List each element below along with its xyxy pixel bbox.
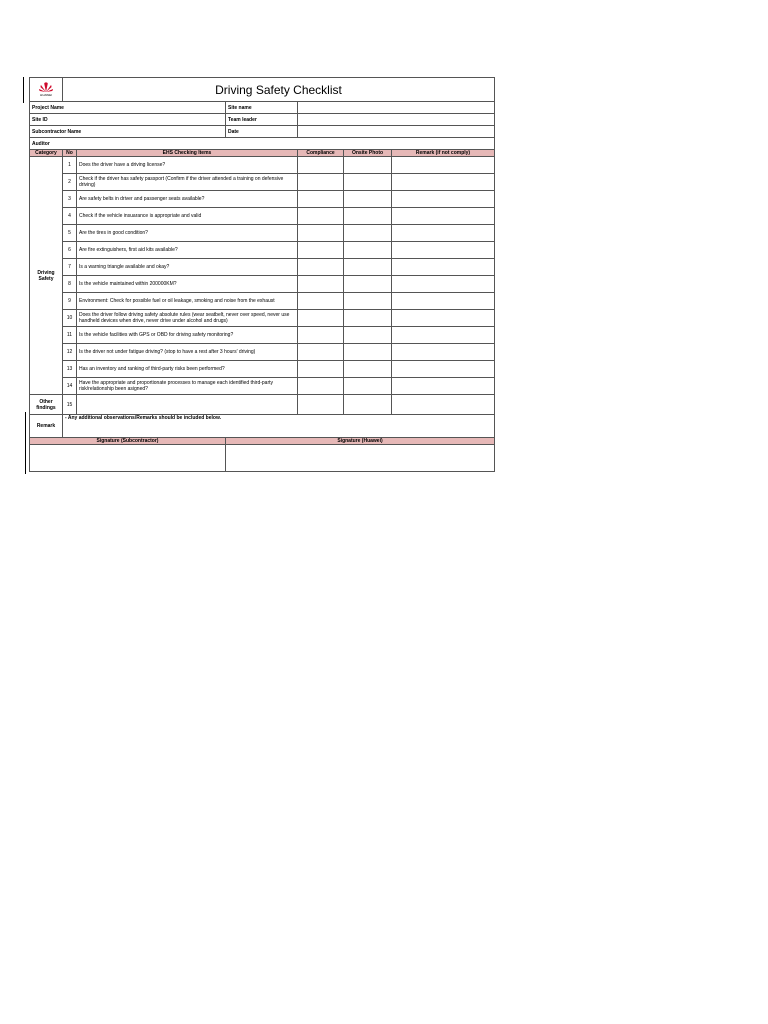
other-findings-photo[interactable] bbox=[344, 395, 392, 415]
checklist-item-row bbox=[30, 225, 495, 242]
site-name-label: Site name bbox=[226, 102, 298, 114]
page-title: Driving Safety Checklist bbox=[63, 78, 495, 102]
item-no: 1 bbox=[63, 157, 77, 174]
col-remark: Remark (if not comply) bbox=[392, 150, 495, 157]
item-photo-cell[interactable] bbox=[344, 242, 392, 259]
item-photo-cell[interactable] bbox=[344, 361, 392, 378]
item-photo-cell[interactable] bbox=[344, 174, 392, 191]
checklist-item-row bbox=[30, 208, 495, 225]
checklist-item-row bbox=[30, 191, 495, 208]
item-no: 6 bbox=[63, 242, 77, 259]
other-findings-remark[interactable] bbox=[392, 395, 495, 415]
item-photo-cell[interactable] bbox=[344, 293, 392, 310]
remark-label: Remark bbox=[30, 415, 63, 438]
item-no: 9 bbox=[63, 293, 77, 310]
item-photo-cell[interactable] bbox=[344, 191, 392, 208]
item-remark-cell[interactable] bbox=[392, 174, 495, 191]
item-compliance-cell[interactable] bbox=[298, 225, 344, 242]
item-remark-cell[interactable] bbox=[392, 225, 495, 242]
huawei-logo-icon bbox=[36, 81, 56, 97]
checklist-item-row bbox=[30, 174, 495, 191]
item-compliance-cell[interactable] bbox=[298, 344, 344, 361]
col-photo: Onsite Photo bbox=[344, 150, 392, 157]
item-compliance-cell[interactable] bbox=[298, 361, 344, 378]
item-photo-cell[interactable] bbox=[344, 310, 392, 327]
other-findings-no: 15 bbox=[63, 395, 77, 415]
col-compliance: Compliance bbox=[298, 150, 344, 157]
item-compliance-cell[interactable] bbox=[298, 191, 344, 208]
remark-row bbox=[30, 415, 495, 438]
checklist-item-row bbox=[30, 293, 495, 310]
project-name-label: Project Name bbox=[30, 102, 226, 114]
item-remark-cell[interactable] bbox=[392, 361, 495, 378]
item-compliance-cell[interactable] bbox=[298, 378, 344, 395]
signature-huawei-label: Signature (Huawei) bbox=[226, 438, 495, 445]
item-no: 14 bbox=[63, 378, 77, 395]
item-rows bbox=[30, 157, 495, 395]
item-no: 3 bbox=[63, 191, 77, 208]
checklist-item-row bbox=[30, 310, 495, 327]
signature-header-row bbox=[30, 438, 495, 445]
signature-subcontractor-label: Signature (Subcontractor) bbox=[30, 438, 226, 445]
item-remark-cell[interactable] bbox=[392, 327, 495, 344]
item-remark-cell[interactable] bbox=[392, 276, 495, 293]
site-id-label: Site ID bbox=[30, 114, 226, 126]
item-remark-cell[interactable] bbox=[392, 242, 495, 259]
logo-cell bbox=[30, 78, 63, 102]
item-no: 11 bbox=[63, 327, 77, 344]
item-photo-cell[interactable] bbox=[344, 344, 392, 361]
subcontractor-name-label: Subcontractor Name bbox=[30, 126, 226, 138]
checklist-table bbox=[29, 77, 495, 472]
item-remark-cell[interactable] bbox=[392, 259, 495, 276]
item-text: Are fire extinguishers, first aid kits available? bbox=[77, 242, 298, 259]
item-compliance-cell[interactable] bbox=[298, 327, 344, 344]
item-compliance-cell[interactable] bbox=[298, 293, 344, 310]
item-photo-cell[interactable] bbox=[344, 378, 392, 395]
item-no: 12 bbox=[63, 344, 77, 361]
item-photo-cell[interactable] bbox=[344, 327, 392, 344]
date-label: Date bbox=[226, 126, 298, 138]
item-text: Does the driver have a driving license? bbox=[77, 157, 298, 174]
item-text: Are safety belts in driver and passenger seats available? bbox=[77, 191, 298, 208]
checklist-item-row bbox=[30, 344, 495, 361]
item-remark-cell[interactable] bbox=[392, 191, 495, 208]
column-header-row bbox=[30, 150, 495, 157]
checklist-item-row bbox=[30, 276, 495, 293]
info-row-project bbox=[30, 102, 495, 114]
item-compliance-cell[interactable] bbox=[298, 174, 344, 191]
other-findings-row bbox=[30, 395, 495, 415]
item-no: 8 bbox=[63, 276, 77, 293]
other-findings-compliance[interactable] bbox=[298, 395, 344, 415]
other-findings-text[interactable] bbox=[77, 395, 298, 415]
info-row-subcontractor bbox=[30, 126, 495, 138]
team-leader-field[interactable] bbox=[298, 114, 495, 126]
info-row-auditor bbox=[30, 138, 495, 150]
item-text: Is the vehicle facilities with GPS or OBD for driving safety monitoring? bbox=[77, 327, 298, 344]
item-no: 5 bbox=[63, 225, 77, 242]
item-remark-cell[interactable] bbox=[392, 293, 495, 310]
signature-subcontractor-box[interactable] bbox=[30, 445, 226, 472]
item-photo-cell[interactable] bbox=[344, 208, 392, 225]
signature-huawei-box[interactable] bbox=[226, 445, 495, 472]
other-findings-label: Other findings bbox=[30, 395, 63, 415]
item-compliance-cell[interactable] bbox=[298, 259, 344, 276]
checklist-item-row bbox=[30, 378, 495, 395]
checklist-item-row bbox=[30, 327, 495, 344]
col-items: EHS Checking Items bbox=[77, 150, 298, 157]
item-text: Does the driver follow driving safety absolute rules (wear seatbelt, never over speed, never use handheld devices when drive, never drive under alcohol and drugs) bbox=[77, 310, 298, 327]
item-photo-cell[interactable] bbox=[344, 276, 392, 293]
item-text: Is a warning triangle available and okay? bbox=[77, 259, 298, 276]
item-text: Has an inventory and ranking of third-party risks been performed? bbox=[77, 361, 298, 378]
item-remark-cell[interactable] bbox=[392, 344, 495, 361]
checklist-item-row bbox=[30, 242, 495, 259]
item-compliance-cell[interactable] bbox=[298, 208, 344, 225]
category-driving-safety: Driving Safety bbox=[30, 157, 63, 395]
item-compliance-cell[interactable] bbox=[298, 310, 344, 327]
item-no: 13 bbox=[63, 361, 77, 378]
item-compliance-cell[interactable] bbox=[298, 276, 344, 293]
checklist-item-row bbox=[30, 157, 495, 174]
item-no: 10 bbox=[63, 310, 77, 327]
col-category: Category bbox=[30, 150, 63, 157]
checklist-item-row bbox=[30, 361, 495, 378]
item-no: 4 bbox=[63, 208, 77, 225]
item-no: 2 bbox=[63, 174, 77, 191]
remark-text[interactable]: - Any additional observations/Remarks should be included below. bbox=[63, 415, 495, 438]
team-leader-label: Team leader bbox=[226, 114, 298, 126]
item-text: Is the driver not under fatigue driving? (stop to have a rest after 3 hours' driving) bbox=[77, 344, 298, 361]
site-name-field[interactable] bbox=[298, 102, 495, 114]
item-text: Check if the driver has safety passport (Confirm if the driver attended a training on defensive driving) bbox=[77, 174, 298, 191]
item-photo-cell[interactable] bbox=[344, 259, 392, 276]
item-no: 7 bbox=[63, 259, 77, 276]
item-compliance-cell[interactable] bbox=[298, 242, 344, 259]
svg-text:HUAWEI: HUAWEI bbox=[40, 92, 52, 97]
item-photo-cell[interactable] bbox=[344, 225, 392, 242]
sheet-left-rule bbox=[23, 77, 24, 103]
title-row bbox=[30, 78, 495, 102]
sheet-left-rule-lower bbox=[25, 412, 26, 474]
col-no: No bbox=[63, 150, 77, 157]
item-remark-cell[interactable] bbox=[392, 378, 495, 395]
item-text: Is the vehicle maintained within 200000KM? bbox=[77, 276, 298, 293]
item-remark-cell[interactable] bbox=[392, 157, 495, 174]
item-text: Are the tires in good condition? bbox=[77, 225, 298, 242]
item-compliance-cell[interactable] bbox=[298, 157, 344, 174]
checklist-item-row bbox=[30, 259, 495, 276]
item-text: Environment: Check for possible fuel or oil leakage, smoking and noise from the exhaust bbox=[77, 293, 298, 310]
item-photo-cell[interactable] bbox=[344, 157, 392, 174]
item-remark-cell[interactable] bbox=[392, 310, 495, 327]
item-text: Have the appropriate and proportionate processes to manage each identified third-party risk/relationship been asigned? bbox=[77, 378, 298, 395]
item-text: Check if the vehicle insuarance is appropriate and valid bbox=[77, 208, 298, 225]
auditor-label: Auditor bbox=[30, 138, 495, 150]
item-remark-cell[interactable] bbox=[392, 208, 495, 225]
info-row-site bbox=[30, 114, 495, 126]
checklist-sheet bbox=[29, 77, 494, 472]
date-field[interactable] bbox=[298, 126, 495, 138]
signature-box-row bbox=[30, 445, 495, 472]
